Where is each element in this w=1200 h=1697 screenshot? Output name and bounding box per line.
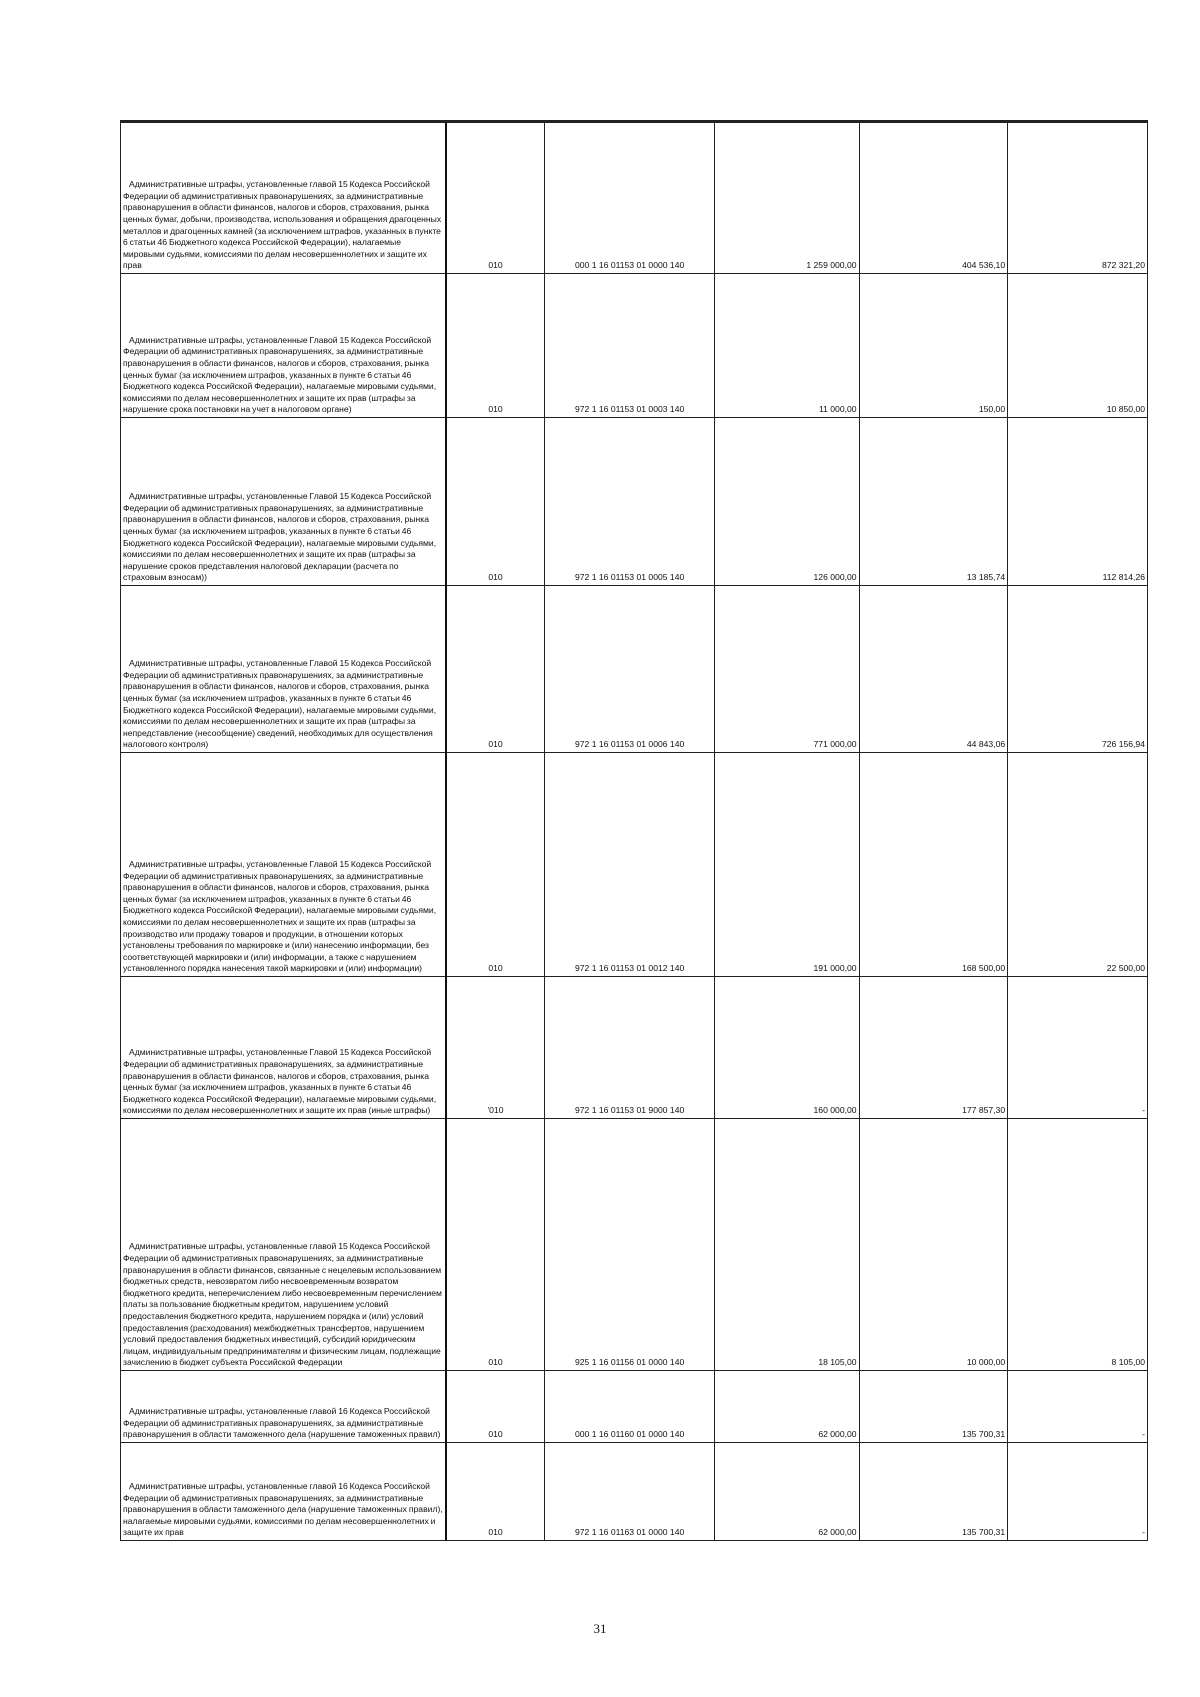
revenue-description-cell [121, 418, 447, 586]
revenue-description: Административные штрафы, установленные Главой 15 Кодекса Российской Федерации об административных правонарушениях, за административные правонарушения в области финансов, налогов и сборов, страхования, рынка ценных бумаг (за исключением штрафов, указанных в пункте 6 статьи 46 Бюджетного кодекса Российской Федерации), налагаемые мировыми судьями, комиссиями по делам несовершеннолетних и защите их прав (штрафы за производство или продажу товаров и продукции, в отношении которых установлены требования по маркировке и (или) нанесению информации, без соответствующей маркировки и (или) информации, а также с нарушением установленного порядка нанесения такой маркировки и (или) информации) [123, 859, 437, 974]
budget-classification-code-cell: 972 1 16 01153 01 9000 140 [544, 977, 714, 1119]
budget-classification-code-cell: 000 1 16 01153 01 0000 140 [544, 123, 714, 274]
revenue-description: Административные штрафы, установленные Главой 15 Кодекса Российской Федерации об административных правонарушениях, за административные правонарушения в области финансов, налогов и сборов, страхования, рынка ценных бумаг (за исключением штрафов, указанных в пункте 6 статьи 46 Бюджетного кодекса Российской Федерации), налагаемые мировыми судьями, комиссиями по делам несовершеннолетних и защите их прав (штрафы за непредставление (несообщение) сведений, необходимых для осуществления налогового контроля) [123, 658, 437, 750]
executed-amount-cell: 10 000,00 [859, 1119, 1008, 1371]
revenue-description: Административные штрафы, установленные главой 15 Кодекса Российской Федерации об административных правонарушениях, за административные правонарушения в области финансов, связанные с нецелевым использованием бюджетных средств, невозвратом либо несвоевременным возвратом бюджетного кредита, неперечислением либо несвоевременным перечислением платы за пользование бюджетным кредитом, нарушением условий предоставления бюджетного кредита, нарушением порядка и (или) условий предоставления (расходования) межбюджетных трансфертов, нарушением условий предоставления бюджетных инвестиций, субсидий юридическим лицам, индивидуальным предпринимателям и физическим лицам, подлежащие зачислению в бюджет субъекта Российской Федерации [123, 1241, 442, 1368]
approved-amount-cell: 160 000,00 [715, 977, 859, 1119]
approved-amount-cell: 11 000,00 [715, 274, 859, 418]
table-row [121, 123, 1148, 274]
table-row [121, 1443, 1148, 1541]
line-code-cell: 010 [446, 274, 544, 418]
revenue-description-cell [121, 977, 447, 1119]
budget-classification-code-cell: 972 1 16 01153 01 0005 140 [544, 418, 714, 586]
unexecuted-amount-cell: 10 850,00 [1008, 274, 1148, 418]
line-code-cell: '010 [446, 977, 544, 1119]
unexecuted-amount-cell: 22 500,00 [1008, 753, 1148, 977]
table-row [121, 977, 1148, 1119]
executed-amount-cell: 404 536,10 [859, 123, 1008, 274]
approved-amount-cell: 1 259 000,00 [715, 123, 859, 274]
approved-amount-cell: 62 000,00 [715, 1443, 859, 1541]
revenue-description: Административные штрафы, установленные главой 15 Кодекса Российской Федерации об административных правонарушениях, за административные правонарушения в области финансов, налогов и сборов, страхования, рынка ценных бумаг, добычи, производства, использования и обращения драгоценных металлов и драгоценных камней (за исключением штрафов, указанных в пункте 6 статьи 46 Бюджетного кодекса Российской Федерации), налагаемые мировыми судьями, комиссиями по делам несовершеннолетних и защите их прав [123, 179, 442, 271]
revenue-description-cell [121, 1119, 447, 1371]
revenue-description: Административные штрафы, установленные Главой 15 Кодекса Российской Федерации об административных правонарушениях, за административные правонарушения в области финансов, налогов и сборов, страхования, рынка ценных бумаг (за исключением штрафов, указанных в пункте 6 статьи 46 Бюджетного кодекса Российской Федерации), налагаемые мировыми судьями, комиссиями по делам несовершеннолетних и защите их прав (иные штрафы) [123, 1047, 437, 1116]
revenue-description: Административные штрафы, установленные главой 16 Кодекса Российской Федерации об административных правонарушениях, за административные правонарушения в области таможенного дела (нарушение таможенных правил), налагаемые мировыми судьями, комиссиями по делам несовершеннолетних и защите их прав [123, 1481, 443, 1538]
executed-amount-cell: 135 700,31 [859, 1443, 1008, 1541]
unexecuted-amount-cell: - [1008, 977, 1148, 1119]
unexecuted-amount-cell: 726 156,94 [1008, 586, 1148, 753]
budget-classification-code-cell: 000 1 16 01160 01 0000 140 [544, 1371, 714, 1443]
approved-amount-cell: 771 000,00 [715, 586, 859, 753]
line-code-cell: 010 [446, 753, 544, 977]
revenue-description-cell [121, 753, 447, 977]
page-number: 31 [593, 1621, 607, 1636]
table-row [121, 586, 1148, 753]
revenue-description-cell [121, 1443, 447, 1541]
line-code-cell: 010 [446, 1119, 544, 1371]
unexecuted-amount-cell: - [1008, 1443, 1148, 1541]
unexecuted-amount-cell: 872 321,20 [1008, 123, 1148, 274]
table-body [121, 123, 1148, 1541]
revenue-description-cell [121, 274, 447, 418]
table-row [121, 274, 1148, 418]
executed-amount-cell: 168 500,00 [859, 753, 1008, 977]
line-code-cell: 010 [446, 1371, 544, 1443]
unexecuted-amount-cell: 112 814,26 [1008, 418, 1148, 586]
line-code-cell: 010 [446, 123, 544, 274]
revenue-description: Административные штрафы, установленные главой 16 Кодекса Российской Федерации об административных правонарушениях, за административные правонарушения в области таможенного дела (нарушение таможенных правил) [123, 1406, 441, 1440]
budget-classification-code-cell: 925 1 16 01156 01 0000 140 [544, 1119, 714, 1371]
executed-amount-cell: 177 857,30 [859, 977, 1008, 1119]
line-code-cell: 010 [446, 418, 544, 586]
revenue-description: Административные штрафы, установленные Главой 15 Кодекса Российской Федерации об административных правонарушениях, за административные правонарушения в области финансов, налогов и сборов, страхования, рынка ценных бумаг (за исключением штрафов, указанных в пункте 6 статьи 46 Бюджетного кодекса Российской Федерации), налагаемые мировыми судьями, комиссиями по делам несовершеннолетних и защите их прав (штрафы за нарушение срока постановки на учет в налоговом органе) [123, 334, 437, 415]
unexecuted-amount-cell: - [1008, 1371, 1148, 1443]
approved-amount-cell: 18 105,00 [715, 1119, 859, 1371]
revenue-description-cell [121, 123, 447, 274]
line-code-cell: 010 [446, 586, 544, 753]
executed-amount-cell: 13 185,74 [859, 418, 1008, 586]
executed-amount-cell: 135 700,31 [859, 1371, 1008, 1443]
table-row [121, 1119, 1148, 1371]
report-page [120, 122, 1148, 1541]
revenue-description-cell [121, 1371, 447, 1443]
approved-amount-cell: 126 000,00 [715, 418, 859, 586]
executed-amount-cell: 44 843,06 [859, 586, 1008, 753]
revenue-description: Административные штрафы, установленные Главой 15 Кодекса Российской Федерации об административных правонарушениях, за административные правонарушения в области финансов, налогов и сборов, страхования, рынка ценных бумаг (за исключением штрафов, указанных в пункте 6 статьи 46 Бюджетного кодекса Российской Федерации), налагаемые мировыми судьями, комиссиями по делам несовершеннолетних и защите их прав (штрафы за нарушение сроков представления налоговой декларации (расчета по страховым взносам)) [123, 491, 437, 583]
executed-amount-cell: 150,00 [859, 274, 1008, 418]
budget-classification-code-cell: 972 1 16 01163 01 0000 140 [544, 1443, 714, 1541]
table-row [121, 753, 1148, 977]
approved-amount-cell: 62 000,00 [715, 1371, 859, 1443]
revenue-execution-table [120, 122, 1148, 1541]
unexecuted-amount-cell: 8 105,00 [1008, 1119, 1148, 1371]
line-code-cell: 010 [446, 1443, 544, 1541]
table-row [121, 418, 1148, 586]
budget-classification-code-cell: 972 1 16 01153 01 0006 140 [544, 586, 714, 753]
revenue-description-cell [121, 586, 447, 753]
budget-classification-code-cell: 972 1 16 01153 01 0012 140 [544, 753, 714, 977]
approved-amount-cell: 191 000,00 [715, 753, 859, 977]
budget-classification-code-cell: 972 1 16 01153 01 0003 140 [544, 274, 714, 418]
table-row [121, 1371, 1148, 1443]
